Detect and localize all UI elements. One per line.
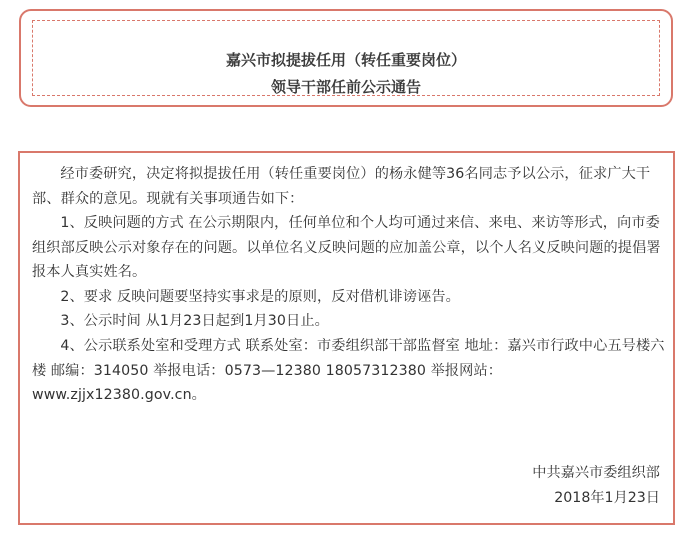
title-dashed-frame xyxy=(32,20,660,96)
notice-content-box xyxy=(18,151,675,525)
item-requirements: 2、要求 反映问题要坚持实事求是的原则，反对借机诽谤诬告。 xyxy=(60,289,460,305)
signature-organization: 中共嘉兴市委组织部 xyxy=(532,465,660,481)
signature-date: 2018年1月23日 xyxy=(554,490,660,506)
notice-title-line1: 嘉兴市拟提拔任用（转任重要岗位） xyxy=(225,51,466,69)
intro-paragraph: 经市委研究，决定将拟提拔任用（转任重要岗位）的杨永健等36名同志予以公示，征求广大干部、群众的意见。现就有关事项通告如下： xyxy=(32,166,651,207)
item-contact-info: 4、公示联系处室和受理方式 联系处室：市委组织部干部监督室 地址：嘉兴市行政中心五号楼六楼 邮编：314050 举报电话：0573—12380 18057312380 举报网站：www.zjjx12380.gov.cn。 xyxy=(32,338,665,403)
item-reporting-method: 1、反映问题的方式 在公示期限内，任何单位和个人均可通过来信、来电、来访等形式，向市委组织部反映公示对象存在的问题。以单位名义反映问题的应加盖公章，以个人名义反映问题的提倡署报本人真实姓名。 xyxy=(32,215,661,280)
notice-title-line2: 领导干部任前公示通告 xyxy=(270,78,421,96)
notice-title-box xyxy=(19,9,673,107)
item-publicity-period: 3、公示时间 从1月23日起到1月30日止。 xyxy=(60,313,329,329)
